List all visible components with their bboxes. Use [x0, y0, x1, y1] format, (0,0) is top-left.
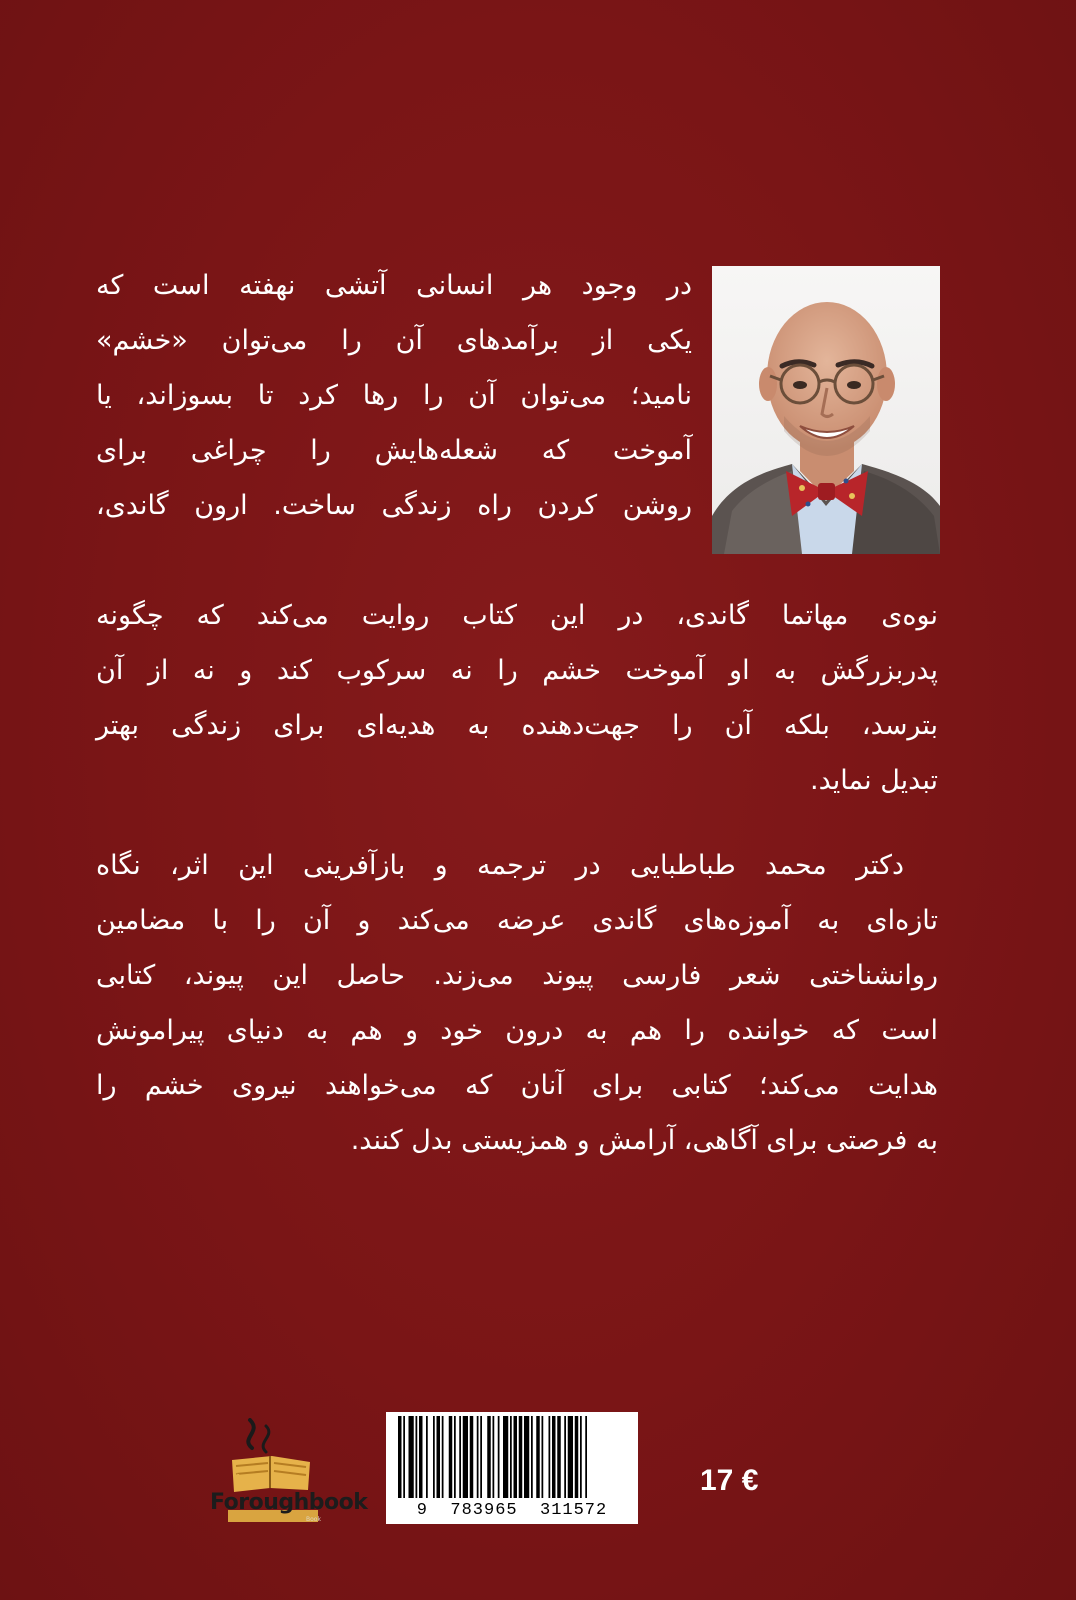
barcode-bar — [580, 1416, 582, 1498]
text-line: روانشناختی شعر فارسی پیوند می‌زند. حاصل این پیوند، کتابی — [96, 960, 938, 991]
text-line: نامید؛ می‌توان آن را رها کرد تا بسوزاند، یا — [96, 380, 692, 411]
text-line: در وجود هر انسانی آتشی نهفته است که — [96, 270, 692, 301]
price-label: 17 € — [700, 1464, 759, 1497]
barcode-bar — [449, 1416, 453, 1498]
isbn-barcode — [386, 1412, 638, 1524]
barcode-bar — [487, 1416, 491, 1498]
barcode-bar — [470, 1416, 474, 1498]
text-line: نوه‌ی مهاتما گاندی، در این کتاب روایت می‌کند که چگونه — [96, 600, 938, 631]
text-line: پدربزرگش به او آموخت خشم را نه سرکوب کند و نه از آن — [96, 655, 938, 686]
barcode-bar — [575, 1416, 579, 1498]
barcode-bar — [568, 1416, 573, 1498]
barcode-bar — [416, 1416, 418, 1498]
barcode-bar — [542, 1416, 544, 1498]
barcode-bar — [514, 1416, 518, 1498]
barcode-bar — [524, 1416, 529, 1498]
text-line: به فرصتی برای آگاهی، آرامش و همزیستی بدل کنند. — [350, 1125, 938, 1156]
publisher-logo — [210, 1418, 368, 1530]
barcode-bar — [557, 1416, 561, 1498]
barcode-bar — [519, 1416, 523, 1498]
barcode-bar — [536, 1416, 540, 1498]
barcode-bar — [463, 1416, 468, 1498]
text-line: یکی از برآمدهای آن را می‌توان «خشم» — [96, 325, 692, 356]
description-paragraph-1-rest — [96, 588, 938, 808]
barcode-bar — [437, 1416, 441, 1498]
barcode-bar — [409, 1416, 414, 1498]
barcode-bar — [403, 1416, 405, 1498]
author-portrait-image — [712, 266, 940, 554]
text-line: هدایت می‌کند؛ کتابی برای آنان که می‌خواهند نیروی خشم را — [96, 1070, 938, 1101]
barcode-bar — [531, 1416, 533, 1498]
barcode-bar — [480, 1416, 482, 1498]
publisher-small-text: Book — [306, 1516, 321, 1523]
text-line: آموخت که شعله‌هایش را چراغی برای — [96, 435, 692, 466]
barcode-bar — [549, 1416, 551, 1498]
barcode-bar — [564, 1416, 566, 1498]
description-paragraph-1-top — [96, 258, 692, 533]
barcode-bar — [426, 1416, 428, 1498]
barcode-bar — [510, 1416, 512, 1498]
barcode-bar — [459, 1416, 461, 1498]
barcode-bar — [442, 1416, 444, 1498]
barcode-bar — [433, 1416, 435, 1498]
author-photo — [712, 266, 940, 554]
publisher-persian-name: فروغ — [234, 1470, 263, 1483]
barcode-bar — [585, 1416, 587, 1498]
barcode-digits: 9 783965 311572 — [416, 1501, 608, 1520]
barcode-bar — [454, 1416, 456, 1498]
publisher-latin-name: Foroughbook — [210, 1490, 368, 1515]
barcode-bar — [477, 1416, 479, 1498]
text-line: روشن کردن راه زندگی ساخت. ارون گاندی، — [96, 490, 692, 521]
barcode-bar — [398, 1416, 402, 1498]
text-line: تبدیل نماید. — [810, 765, 938, 796]
text-line: بترسد، بلکه آن را جهت‌دهنده به هدیه‌ای برای زندگی بهتر — [96, 710, 938, 741]
text-line: تازه‌ای به آموزه‌های گاندی عرضه می‌کند و آن را با مضامین — [96, 905, 938, 936]
barcode-bar — [503, 1416, 508, 1498]
barcode-bars-icon — [386, 1412, 638, 1502]
barcode-bar — [498, 1416, 500, 1498]
barcode-bar — [552, 1416, 556, 1498]
text-line: است که خواننده را هم به درون خود و هم به دنیای پیرامونش — [96, 1015, 938, 1046]
description-paragraph-2 — [96, 838, 938, 1168]
text-line: دکتر محمد طباطبایی در ترجمه و بازآفرینی این اثر، نگاه — [96, 850, 904, 881]
barcode-bar — [419, 1416, 423, 1498]
barcode-bar — [493, 1416, 495, 1498]
